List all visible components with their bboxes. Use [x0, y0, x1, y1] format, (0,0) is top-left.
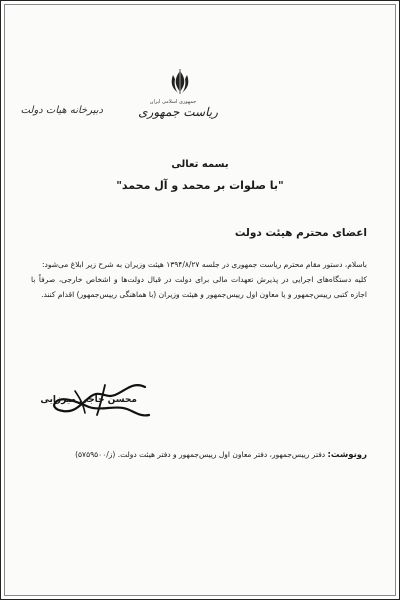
- emblem-caption: جمهوری اسلامی ایران: [149, 99, 197, 105]
- blessing-text: "با صلوات بر محمد و آل محمد": [116, 179, 284, 192]
- addressee: اعضای محترم هیئت دولت: [234, 227, 367, 239]
- cc-recipients: دفتر رییس‌جمهور، دفتر معاون اول رییس‌جمهور و دفتر هیئت دولت. (ز/۵۷۵۹۵۰۰): [75, 450, 326, 459]
- invocation-text: بسمه تعالی: [171, 159, 229, 170]
- cc-label: رونوشت:: [327, 450, 367, 460]
- body-paragraph-2: کلیه دستگاه‌های اجرایی در پذیرش تعهدات مالی برای دولت در قبال دولت‌ها و اشخاص خارجی، صرفاً با اجازه کتبی رییس‌جمهور و یا معاون اول رییس‌جمهور و هیئت وزیران (با هماهنگی رییس‌جمهور) اقدام کنند.: [31, 275, 367, 299]
- document-inner-frame: [4, 4, 396, 596]
- letter-body: [31, 257, 367, 302]
- office-title: ریاست جمهوری: [138, 105, 218, 119]
- secretariat-title: دبیرخانه هیات دولت: [20, 105, 103, 116]
- carbon-copy: [31, 447, 367, 463]
- body-paragraph-1: باسلام، دستور مقام محترم ریاست جمهوری در جلسه ۱۳۹۴/۸/۲۷ هیئت وزیران به شرح زیر ابلاغ می‌شود:: [41, 260, 367, 269]
- iran-emblem-icon: [169, 69, 191, 95]
- signer-name: محسن حاجی میرزایی: [40, 395, 137, 405]
- letter-page: [20, 19, 373, 581]
